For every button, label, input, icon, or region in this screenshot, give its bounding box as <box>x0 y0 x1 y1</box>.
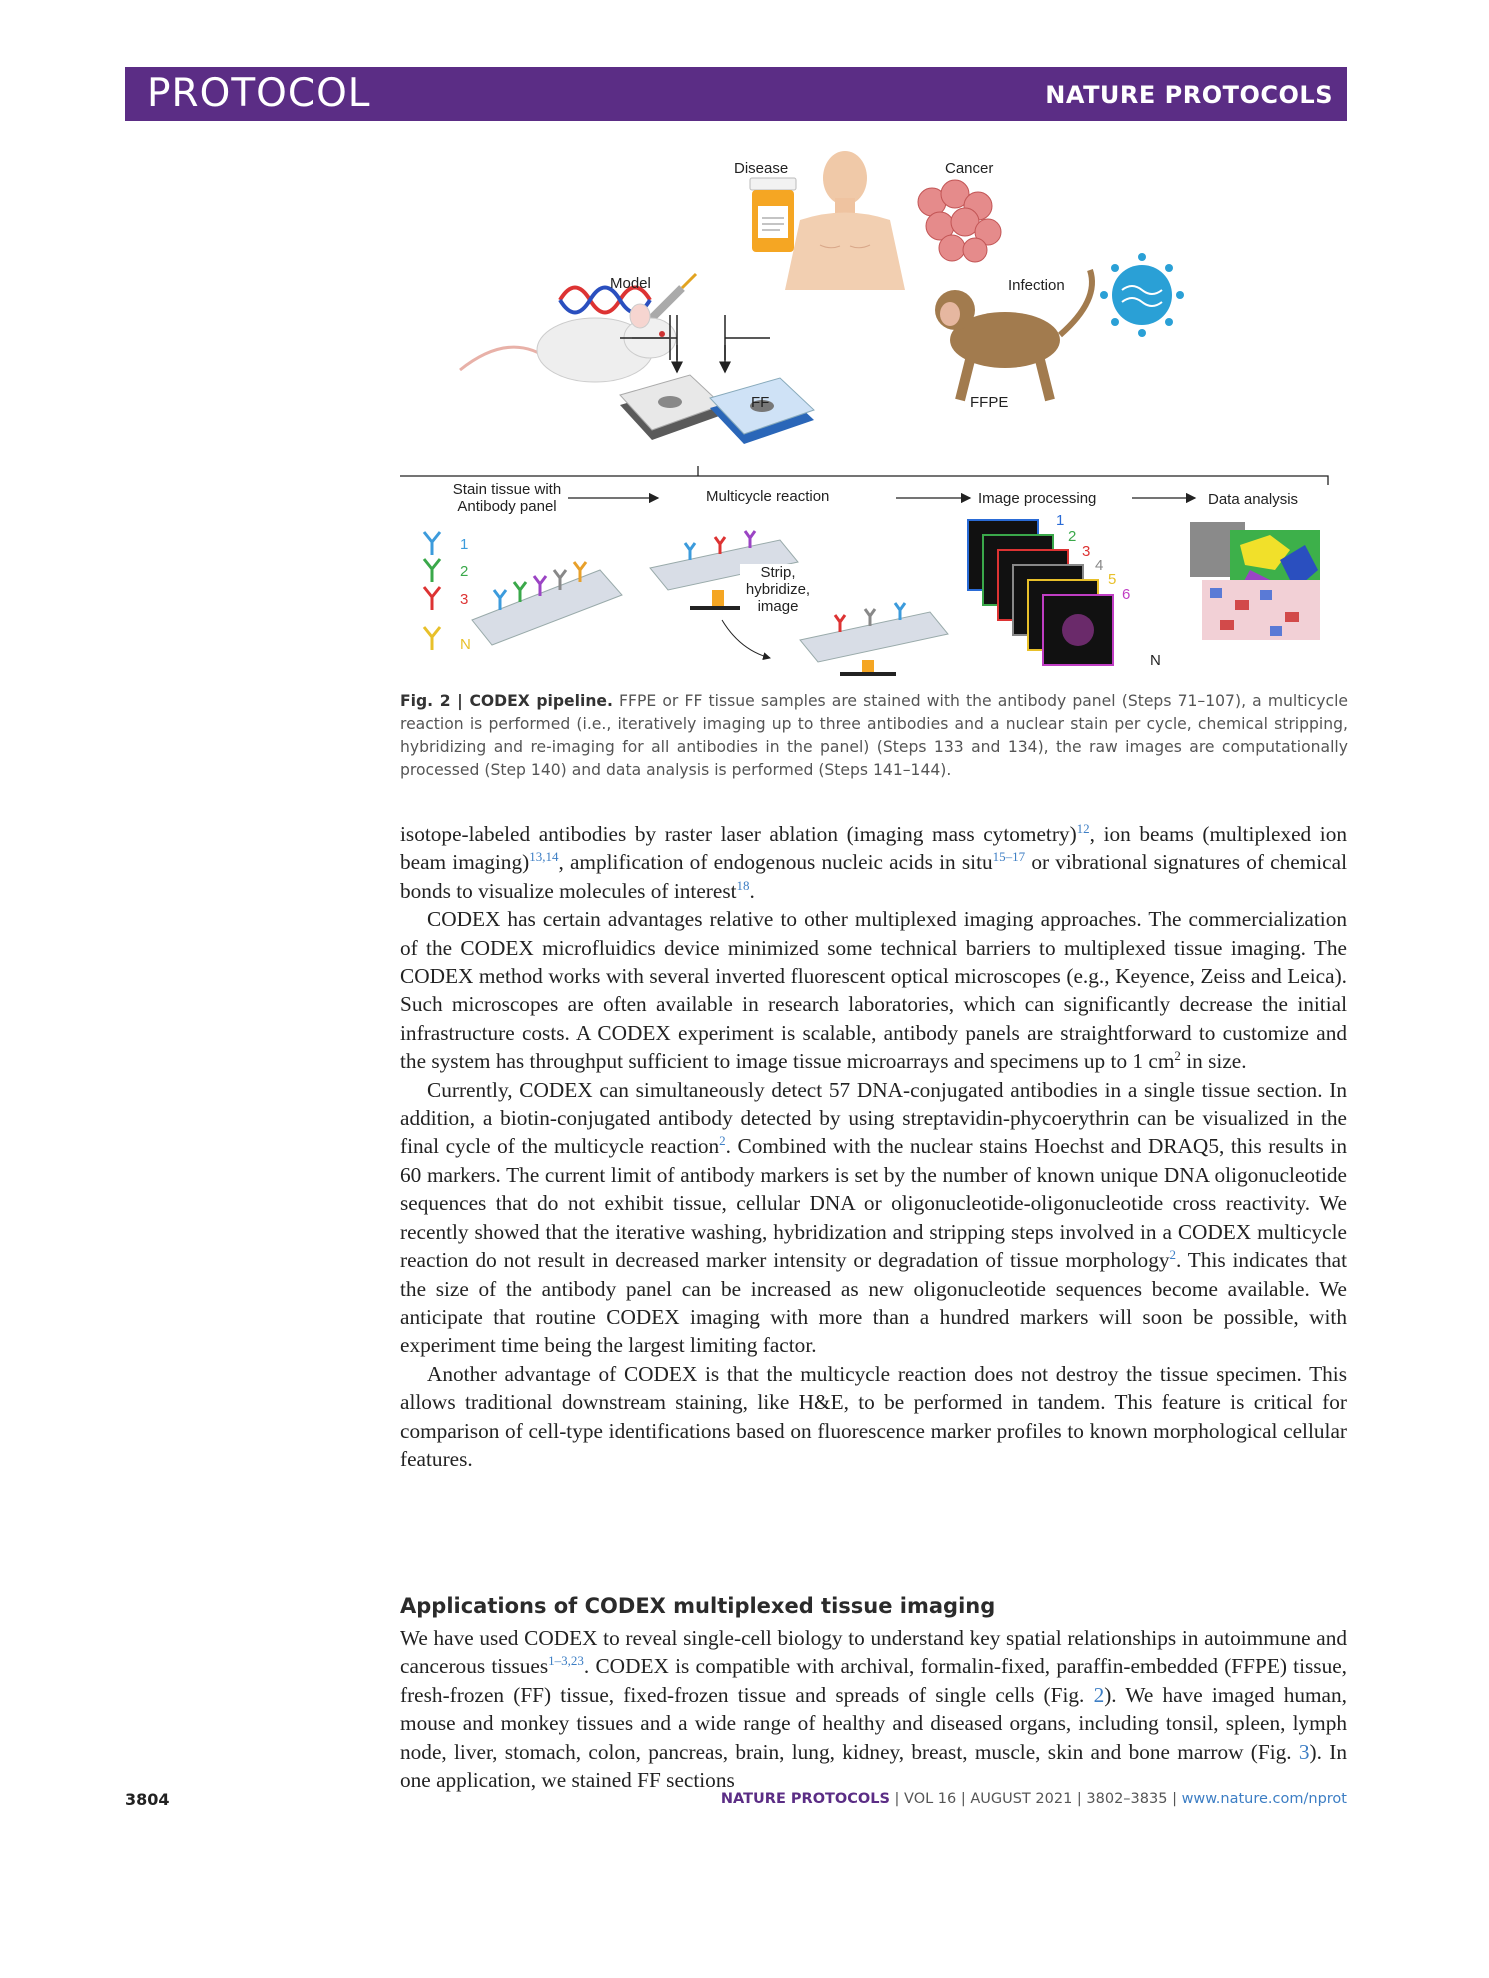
citation-link[interactable]: 12 <box>1076 820 1090 836</box>
p3-text-a: Currently, CODEX can simultaneously detect 57 DNA-conjugated antibodies in a single tissue section. In addition, a biotin-conjugated antibody detected by using streptavidin-phycoerythrin can be visualized in the final cycle of the multicycle reaction <box>400 1077 1347 1159</box>
stack-number-5: 5 <box>1108 571 1117 588</box>
stack-number-3: 3 <box>1082 543 1091 560</box>
ffpe-slide-icon <box>710 378 814 444</box>
figure-illustration <box>400 150 1350 680</box>
citation-link[interactable]: 2 <box>719 1133 726 1149</box>
citation-link[interactable]: 13,14 <box>529 849 559 865</box>
citation-link[interactable]: 1–3,23 <box>548 1653 584 1669</box>
stack-number-1: 1 <box>1056 512 1065 529</box>
p2-text: CODEX has certain advantages relative to other multiplexed imaging approaches. The commercialization of the CODEX microfluidics device minimized some technical barriers to multiplexed tissue imaging. The CODEX method works with several inverted fluorescent optical microscopes (e.g., Keyence, Zeiss and Leica). Such microscopes are often available in research laboratories, which can significantly decrease the initial infrastructure costs. A CODEX experiment is scalable, antibody panels are straightforward to customize and the system has throughput sufficient to image tissue microarrays and specimens up to 1 cm <box>400 907 1347 1074</box>
stack-number-n: N <box>1150 652 1161 669</box>
p2-superscript: 2 <box>1174 1048 1181 1064</box>
figure-caption <box>400 690 1348 782</box>
p3-text-b: . Combined with the nuclear stains Hoechst and DRAQ5, this results in 60 markers. The current limit of antibody markers is set by the number of known unique DNA oligonucleotide sequences that do not exhibit tissue, cellular DNA or oligonucleotide-oligonucleotide cross reactivity. We recently showed that the iterative washing, hybridization and stripping steps involved in a CODEX multicycle reaction do not result in decreased marker intensity or degradation of tissue morphology <box>400 1134 1347 1273</box>
p3-text-c: . This indicates that the size of the antibody panel can be increased as new oligonucleotide sequences become available. We anticipate that routine CODEX imaging with more than a hundred markers will soon be possible, with experiment time being the largest limiting factor. <box>400 1248 1348 1358</box>
citation-link[interactable]: 18 <box>736 877 750 893</box>
mouse-icon <box>460 304 676 382</box>
p1-text-c: , amplification of endogenous nucleic acids in situ <box>558 850 993 875</box>
p1-text-d: or vibrational signatures of chemical bonds to visualize molecules of interest <box>400 850 1347 903</box>
paragraph-4: Another advantage of CODEX is that the multicycle reaction does not destroy the tissue specimen. This allows traditional downstream staining, like H&E, to be performed in tandem. This feature is critical for comparison of cell-type identifications based on fluorescence marker profiles to known morphological cellular features. <box>400 1361 1347 1471</box>
label-model: Model <box>610 275 651 292</box>
image-stack-icon <box>968 520 1113 665</box>
p1-text-b: , ion beams (multiplexed ion beam imaging) <box>400 822 1348 875</box>
p5-text-b: . CODEX is compatible with archival, formalin-fixed, paraffin-embedded (FFPE) tissue, fresh-frozen (FF) tissue, fixed-frozen tissue and spreads of single cells (Fig. <box>400 1654 1347 1707</box>
label-stain-tissue: Stain tissue with Antibody panel <box>452 481 562 515</box>
p2-text-end: in size. <box>1180 1049 1247 1074</box>
page-number: 3804 <box>125 1790 170 1809</box>
journal-header-bar <box>125 67 1347 121</box>
label-ffpe: FFPE <box>970 394 1009 411</box>
article-type-label: PROTOCOL <box>147 71 371 116</box>
section-heading: Applications of CODEX multiplexed tissue imaging <box>400 1594 996 1618</box>
paragraph-5 <box>400 1624 1347 1794</box>
p1-text-a: isotope-labeled antibodies by raster laser ablation (imaging mass cytometry) <box>400 822 1077 846</box>
label-infection: Infection <box>1008 277 1065 294</box>
caption-text: FFPE or FF tissue samples are stained with the antibody panel (Steps 71–107), a multicycle reaction is performed (i.e., iteratively imaging up to three antibodies and a nuclear stain per cycle, chemical stripping, hybridizing and re-imaging for all antibodies in the panel) (Steps 133 and 134), the raw images are computationally processed (Step 140) and data analysis is performed (Steps 141–144). <box>400 692 1349 779</box>
label-disease: Disease <box>734 160 789 177</box>
stack-number-6: 6 <box>1122 586 1131 603</box>
p1-text-e: . <box>749 878 755 903</box>
footer-journal: NATURE PROTOCOLS <box>720 1791 890 1807</box>
ff-slide-icon <box>620 375 722 440</box>
paragraph-2 <box>400 905 1347 1075</box>
paragraph-1 <box>400 820 1347 905</box>
body-text-upper <box>400 820 1347 1473</box>
antibody-number-2: 2 <box>460 563 469 580</box>
cancer-cells-icon <box>918 180 1001 262</box>
footer-citation <box>721 1791 1347 1807</box>
p5-text-a: We have used CODEX to reveal single-cell biology to understand key spatial relationships in autoimmune and cancerous tissues <box>400 1626 1347 1679</box>
human-torso-icon <box>785 151 905 290</box>
figure-codex-pipeline <box>400 150 1350 680</box>
footer-meta: | VOL 16 | AUGUST 2021 | 3802–3835 | <box>889 1791 1182 1807</box>
data-analysis-icon <box>1190 522 1320 640</box>
figure-reference-link[interactable]: 3 <box>1298 1739 1310 1764</box>
figure-reference-link[interactable]: 2 <box>1093 1682 1105 1707</box>
label-image-processing: Image processing <box>978 490 1097 507</box>
label-cancer: Cancer <box>945 160 994 177</box>
p5-text-c: ). We have imaged human, mouse and monkey tissues and a wide range of healthy and diseased organs, including tonsil, spleen, lymph node, liver, stomach, colon, pancreas, brain, lung, kidney, breast, muscle, skin and bone marrow (Fig. <box>400 1682 1347 1764</box>
virus-icon <box>1100 253 1184 337</box>
label-data-analysis: Data analysis <box>1208 491 1299 508</box>
journal-name: NATURE PROTOCOLS <box>1045 81 1333 109</box>
paragraph-3 <box>400 1076 1347 1360</box>
caption-label: Fig. 2 | CODEX pipeline. <box>400 692 613 710</box>
antibody-number-3: 3 <box>460 591 469 608</box>
citation-link[interactable]: 15–17 <box>992 849 1026 865</box>
body-text-lower <box>400 1624 1347 1794</box>
label-ff: FF <box>751 394 770 411</box>
label-strip-hybridize: Strip, hybridize, image <box>740 564 816 615</box>
p5-text-d: ). In one application, we stained FF sections <box>400 1739 1347 1793</box>
label-multicycle: Multicycle reaction <box>706 488 830 505</box>
footer-url-link[interactable]: www.nature.com/nprot <box>1181 1791 1347 1807</box>
stack-number-2: 2 <box>1068 528 1077 545</box>
antibody-panel-icon <box>424 532 440 650</box>
antibody-number-1: 1 <box>460 536 469 553</box>
citation-link[interactable]: 2 <box>1169 1247 1176 1262</box>
pill-bottle-icon <box>750 178 796 252</box>
stack-number-4: 4 <box>1095 557 1104 574</box>
stained-slide-icon <box>472 562 622 645</box>
antibody-number-n: N <box>460 636 471 653</box>
